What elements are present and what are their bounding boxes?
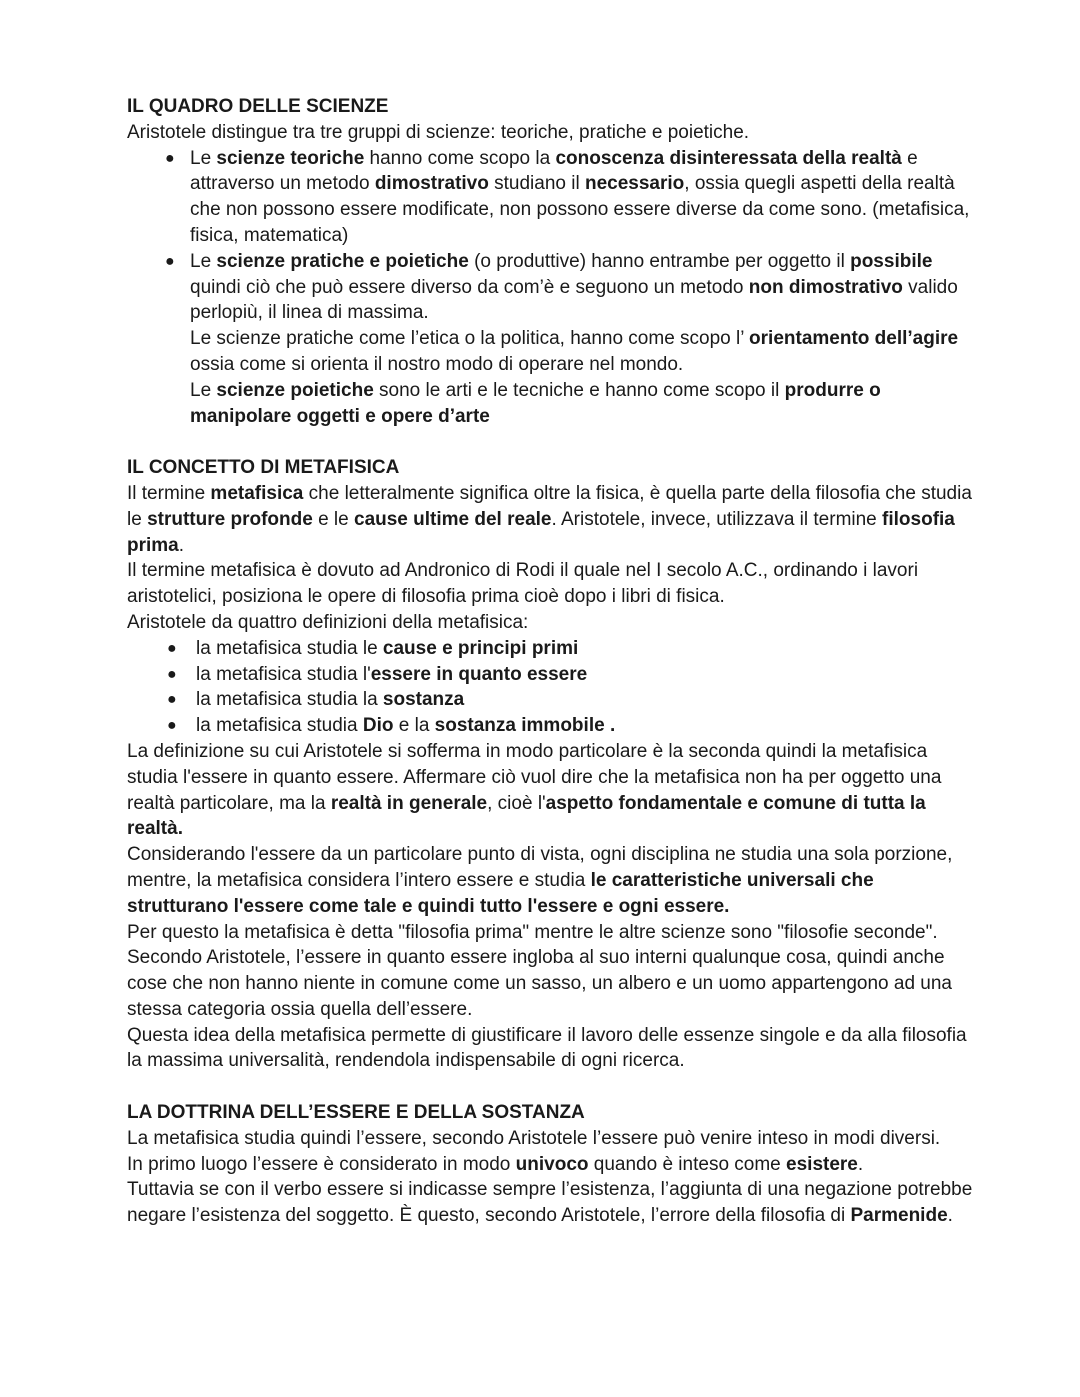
bold-text: scienze pratiche e poietiche: [216, 250, 469, 272]
bold-text: univoco: [515, 1153, 589, 1175]
paragraph: [127, 739, 980, 842]
text-run: La metafisica studia quindi l’essere, secondo Aristotele l’essere può venire inteso in modi diversi.: [127, 1127, 941, 1149]
text-run: Le: [190, 379, 217, 401]
bold-text: scienze poietiche: [216, 379, 374, 401]
text-run: La definizione su cui Aristotele si sofferma in modo particolare è la seconda quindi la metafisica studia l'essere in quanto essere. Affermare ciò vuol dire che la metafisica non ha per oggetto una realtà particolare, ma la: [127, 740, 942, 814]
text-run: Questa idea della metafisica permette di giustificare il lavoro delle essenze singole e da alla filosofia la massima universalità, rendendola indispensabile di ogni ricerca.: [127, 1024, 967, 1072]
text-run: .: [178, 534, 185, 556]
bullet-icon: ●: [167, 691, 177, 709]
text-run: la metafisica studia: [196, 715, 363, 737]
bold-text: non dimostrativo: [748, 276, 903, 298]
paragraph: [127, 945, 980, 1022]
text-run: Il termine metafisica è dovuto ad Andronico di Rodi il quale nel I secolo A.C., ordinando i lavori aristotelici, posiziona le opere di filosofia prima cioè dopo i libri di fisica.: [127, 560, 919, 608]
list-item: [127, 146, 980, 249]
text-run: la metafisica studia l': [196, 663, 371, 685]
bold-text: dimostrativo: [374, 173, 489, 195]
section-intro: Aristotele distingue tra tre gruppi di scienze: teoriche, pratiche e poietiche.: [127, 121, 750, 143]
list-item-text: [190, 148, 969, 246]
paragraph: [127, 1177, 980, 1229]
text-run: Tuttavia se con il verbo essere si indicasse sempre l’esistenza, l’aggiunta di una negazione potrebbe negare l’esistenza del soggetto. È questo, secondo Aristotele, l’errore della filosofia di: [127, 1179, 973, 1227]
list-item: [127, 713, 980, 739]
bullet-icon: ●: [165, 252, 175, 270]
bold-text: le caratteristiche universali che strutturano l'essere come tale e quindi tutto l'essere e ogni essere.: [127, 869, 874, 917]
list-item-text: [196, 715, 615, 736]
bullet-icon: ●: [167, 639, 177, 657]
text-run: ossia come si orienta il nostro modo di operare nel mondo.: [190, 353, 684, 375]
list-item: [127, 662, 980, 688]
bold-text: produrre o manipolare oggetti e opere d’arte: [190, 379, 881, 427]
bullet-list: [127, 146, 980, 430]
bold-text: strutture profonde: [147, 508, 313, 530]
text-run: hanno come scopo la: [364, 147, 556, 169]
text-run: .: [947, 1205, 953, 1227]
text-run: e la: [393, 715, 435, 737]
text-run: e le: [312, 508, 354, 530]
text-run: Aristotele da quattro definizioni della metafisica:: [127, 611, 529, 633]
bold-text: possibile: [850, 250, 933, 272]
section-quadro-scienze: [127, 94, 980, 429]
bold-text: orientamento dell’agire: [749, 328, 959, 350]
section-concetto-metafisica: [127, 455, 980, 1074]
text-run: Considerando l'essere da un particolare punto di vista, ogni disciplina ne studia una sola porzione, mentre, la metafisica considera l’intero essere e studia: [127, 844, 953, 891]
text-run: quindi ciò che può essere diverso da com’è e seguono un metodo: [190, 276, 749, 298]
section-dottrina-essere: [127, 1100, 980, 1229]
list-item: [127, 636, 980, 662]
text-run: Le: [190, 250, 217, 272]
bold-text: conoscenza disinteressata della realtà: [555, 147, 902, 169]
paragraph: [127, 481, 980, 558]
text-run: valido perlopiù, il linea di massima.: [190, 276, 958, 324]
list-item-subparagraph: [190, 378, 980, 430]
text-run: (o produttive) hanno entrambe per oggetto il: [468, 250, 851, 272]
bullet-icon: ●: [165, 149, 175, 167]
bullet-icon: ●: [167, 717, 177, 735]
bullet-icon: ●: [167, 665, 177, 683]
text-run: che letteralmente significa oltre la fisica, è quella parte della filosofia che studia le: [127, 482, 972, 530]
text-run: .: [857, 1153, 864, 1175]
bold-text: sostanza: [382, 689, 465, 711]
bold-text: aspetto fondamentale e comune di tutta la realtà.: [127, 792, 926, 840]
bold-text: cause ultime del reale: [354, 508, 552, 530]
section-heading: LA DOTTRINA DELL’ESSERE E DELLA SOSTANZA: [127, 1102, 585, 1124]
bold-text: necessario: [584, 173, 685, 195]
bold-text: Parmenide: [850, 1205, 948, 1227]
bold-text: sostanza immobile .: [434, 715, 616, 737]
paragraph: [127, 610, 980, 636]
list-item-text: [196, 638, 578, 659]
section-heading: IL CONCETTO DI METAFISICA: [127, 457, 400, 479]
list-item: [127, 249, 980, 430]
bold-text: scienze teoriche: [216, 147, 365, 169]
bold-text: esistere: [786, 1153, 858, 1175]
bullet-list: [127, 636, 980, 739]
list-item: [127, 687, 980, 713]
text-run: la metafisica studia la: [196, 689, 383, 711]
list-item-text: [196, 664, 587, 685]
bold-text: filosofia prima: [127, 508, 955, 556]
text-run: In primo luogo l’essere è considerato in modo: [127, 1153, 516, 1175]
bold-text: cause e principi primi: [382, 637, 579, 659]
bold-text: realtà in generale: [330, 792, 488, 814]
bold-text: essere in quanto essere: [370, 663, 588, 685]
paragraph: [127, 558, 980, 610]
bold-text: Dio: [362, 715, 394, 737]
list-item-text: [196, 689, 464, 710]
text-run: Per questo la metafisica è detta "filosofia prima" mentre le altre scienze sono "filosofie seconde".: [127, 921, 938, 943]
paragraph: [127, 1126, 980, 1152]
text-run: quando è inteso come: [588, 1153, 787, 1175]
section-heading: IL QUADRO DELLE SCIENZE: [127, 96, 389, 117]
text-run: Le: [190, 147, 217, 169]
paragraph: [127, 1023, 980, 1075]
text-run: studiano il: [488, 173, 585, 195]
text-run: , ossia quegli aspetti della realtà che non possono essere modificate, non possono essere diverse da come sono. (metafisica, fisica, matematica): [190, 173, 970, 246]
text-run: la metafisica studia le: [196, 637, 383, 659]
paragraph: [127, 920, 980, 946]
paragraph: [127, 842, 980, 919]
text-run: Le scienze pratiche come l’etica o la politica, hanno come scopo l’: [190, 328, 750, 350]
paragraph: [127, 1152, 980, 1178]
bold-text: metafisica: [210, 482, 304, 504]
text-run: sono le arti e le tecniche e hanno come scopo il: [373, 379, 785, 401]
text-run: Il termine: [127, 482, 211, 504]
list-item-subparagraph: [190, 326, 980, 378]
text-run: . Aristotele, invece, utilizzava il termine: [551, 508, 883, 530]
text-run: , cioè l': [487, 792, 546, 814]
text-run: Secondo Aristotele, l’essere in quanto essere ingloba al suo interni qualunque cosa, quindi anche cose che non hanno niente in comune come un sasso, un albero e un uomo appartengono ad una stessa categoria ossia quella dell’essere.: [127, 947, 952, 1020]
text-run: e attraverso un metodo: [190, 147, 918, 195]
list-item-text: [190, 251, 958, 324]
